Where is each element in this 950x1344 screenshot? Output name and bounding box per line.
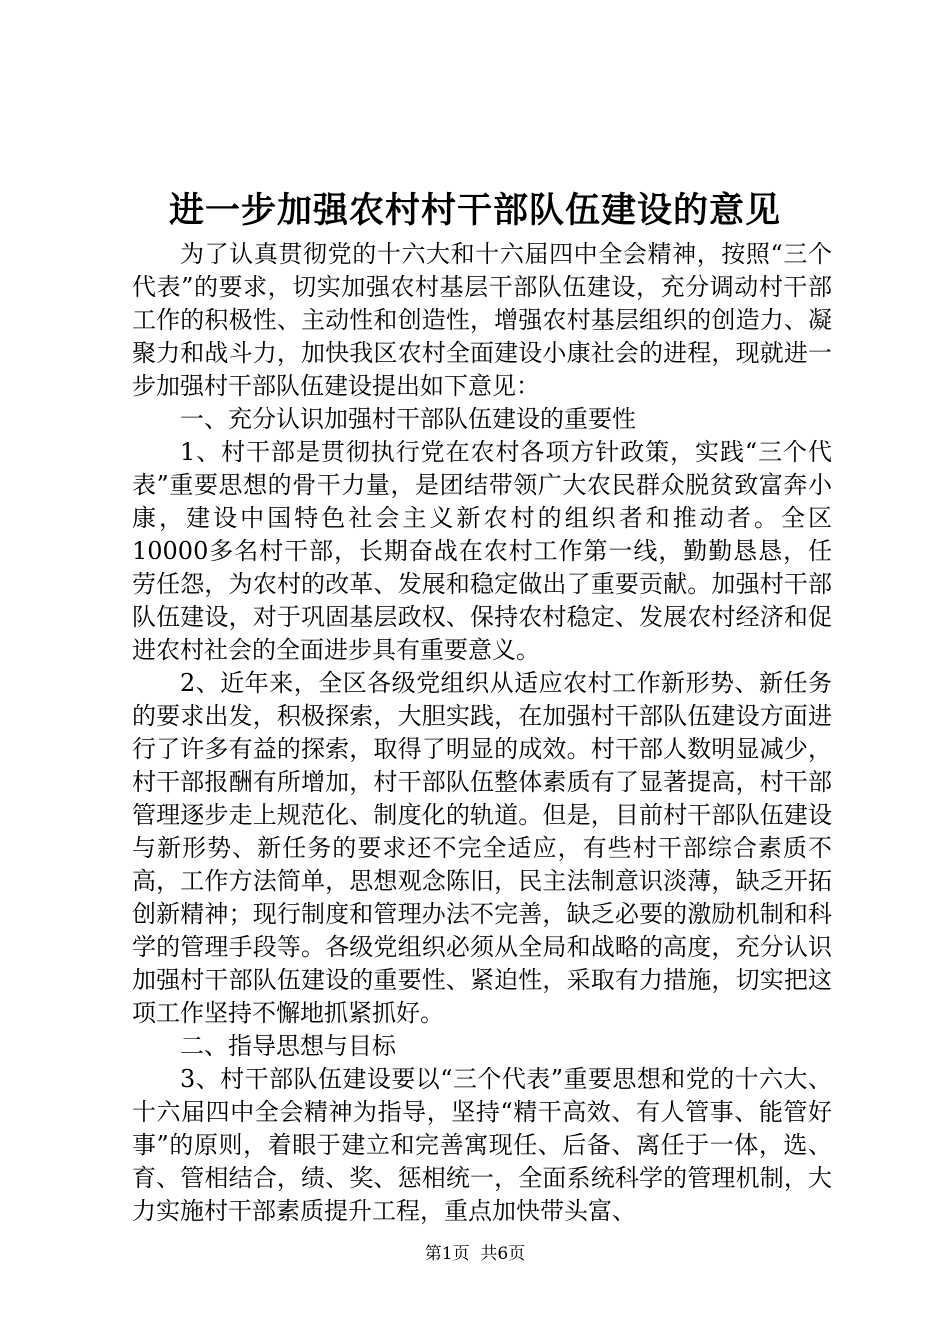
page-title: 进一步加强农村村干部队伍建设的意见 [168, 190, 781, 231]
paragraph-2: 2、近年来，全区各级党组织从适应农村工作新形势、新任务的要求出发，积极探索，大胆实践，在加强村干部队伍建设方面进行了许多有益的探索，取得了明显的成效。村干部人数明显减少，村干部报酬有所增加，村干部队伍整体素质有了显著提高，村干部管理逐步走上规范化、制度化的轨道。但是，目前村干部队伍建设与新形势、新任务的要求还不完全适应，有些村干部综合素质不高，工作方法简单，思想观念陈旧，民主法制意识淡薄，缺乏开拓创新精神；现行制度和管理办法不完善，缺乏必要的激励机制和科学的管理手段等。各级党组织必须从全局和战略的高度，充分认识加强村干部队伍建设的重要性、紧迫性，采取有力措施，切实把这项工作坚持不懈地抓紧抓好。 [132, 669, 832, 1027]
section-heading-1: 一、充分认识加强村干部队伍建设的重要性 [180, 405, 636, 433]
paragraph-1: 1、村干部是贯彻执行党在农村各项方针政策，实践“三个代表”重要思想的骨干力量，是团结带领广大农民群众脱贫致富奔小康，建设中国特色社会主义新农村的组织者和推动者。全区10000多名村干部，长期奋战在农村工作第一线，勤勤恳恳，任劳任怨，为农村的改革、发展和稳定做出了重要贡献。加强村干部队伍建设，对于巩固基层政权、保持农村稳定、发展农村经济和促进农村社会的全面进步具有重要意义。 [132, 438, 832, 664]
paragraph-3: 3、村干部队伍建设要以“三个代表”重要思想和党的十六大、十六届四中全会精神为指导，坚持“精干高效、有人管事、能管好事”的原则，着眼于建立和完善寓现任、后备、离任于一体，选、育、管相结合，绩、奖、惩相统一，全面系统科学的管理机制，大力实施村干部素质提升工程，重点加快带头富、 [132, 1065, 832, 1225]
section-heading-2: 二、指导思想与目标 [180, 1032, 396, 1060]
page-footer: 第1页 共6页 [424, 1244, 526, 1264]
intro-paragraph: 为了认真贯彻党的十六大和十六届四中全会精神，按照“三个代表”的要求，切实加强农村基层干部队伍建设，充分调动村干部工作的积极性、主动性和创造性，增强农村基层组织的创造力、凝聚力和战斗力，加快我区农村全面建设小康社会的进程，现就进一步加强村干部队伍建设提出如下意见： [132, 240, 832, 400]
document-body [132, 238, 832, 1228]
